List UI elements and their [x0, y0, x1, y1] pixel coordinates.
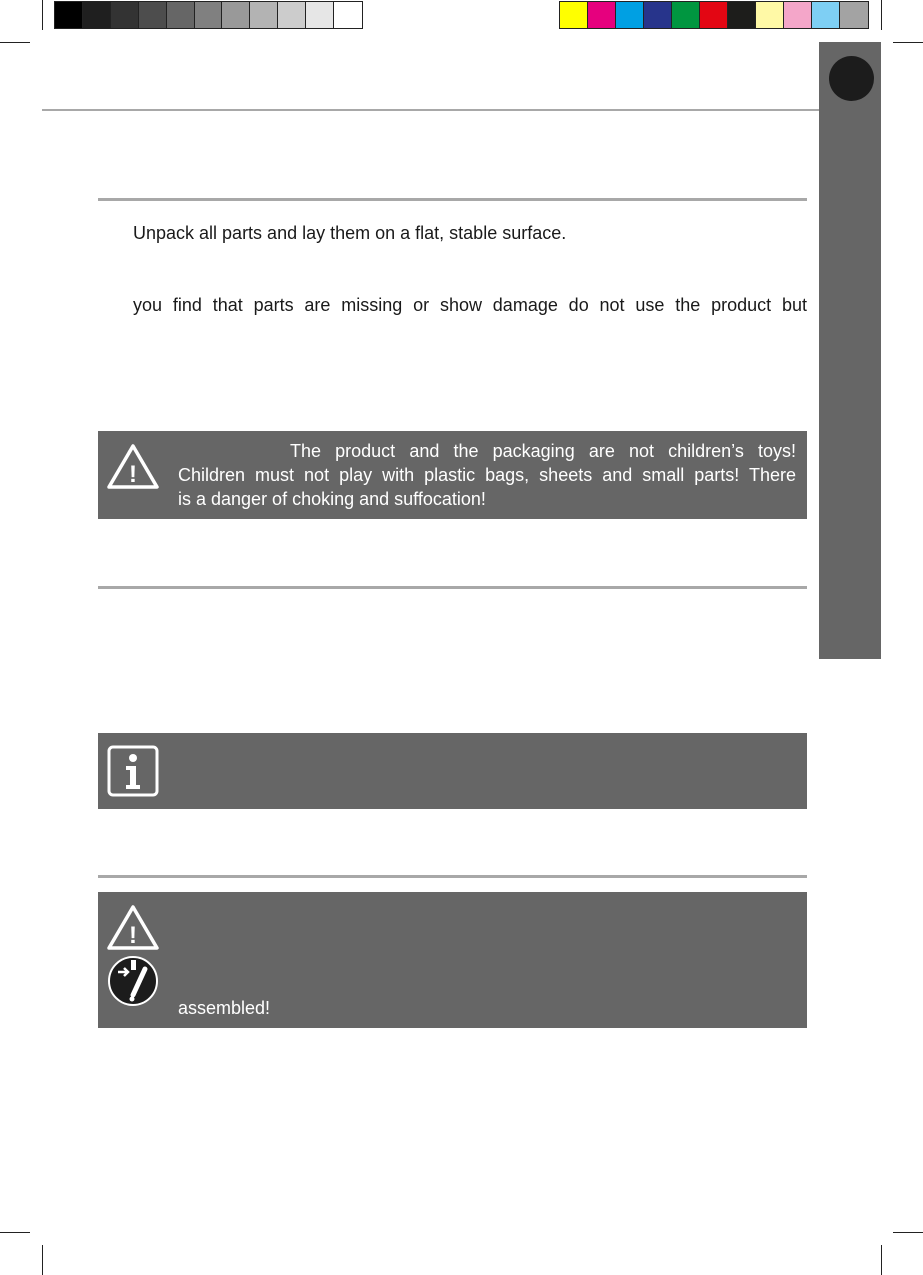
warning-box-assembly-text: assembled! — [178, 998, 271, 1018]
color-calibration-strip — [559, 1, 869, 29]
color-swatch-9 — [784, 2, 812, 28]
warning-box-children — [98, 431, 807, 519]
svg-text:!: ! — [129, 461, 137, 488]
warning-box-assembly — [98, 892, 807, 1028]
crop-mark-top-left-v — [42, 0, 43, 30]
warning-triangle-icon — [106, 442, 160, 490]
header-rule — [42, 109, 820, 111]
grey-swatch-4 — [139, 2, 167, 28]
section-rule-1 — [98, 198, 807, 201]
grey-swatch-6 — [195, 2, 223, 28]
color-swatch-4 — [644, 2, 672, 28]
info-icon — [107, 745, 159, 797]
svg-text:!: ! — [129, 922, 137, 949]
warning-box-children-text — [178, 439, 796, 511]
color-swatch-6 — [700, 2, 728, 28]
section-rule-3 — [98, 875, 807, 878]
grey-swatch-2 — [83, 2, 111, 28]
grey-swatch-3 — [111, 2, 139, 28]
color-swatch-2 — [588, 2, 616, 28]
section-rule-2 — [98, 586, 807, 589]
color-swatch-10 — [812, 2, 840, 28]
grey-calibration-strip — [54, 1, 363, 29]
warning-line-1: The product and the packaging are not children’s toys! — [290, 441, 796, 461]
crop-mark-top-left-h — [0, 42, 30, 43]
color-swatch-7 — [728, 2, 756, 28]
warning-triangle-icon — [106, 903, 160, 951]
grey-swatch-1 — [55, 2, 83, 28]
side-tab-dot — [829, 56, 874, 101]
grey-swatch-9 — [278, 2, 306, 28]
side-tab — [819, 42, 881, 659]
color-swatch-11 — [840, 2, 868, 28]
grey-swatch-11 — [334, 2, 362, 28]
disconnect-plug-icon — [107, 955, 159, 1007]
grey-swatch-10 — [306, 2, 334, 28]
info-box — [98, 733, 807, 809]
grey-swatch-5 — [167, 2, 195, 28]
grey-swatch-7 — [222, 2, 250, 28]
color-swatch-1 — [560, 2, 588, 28]
crop-mark-top-right-h — [893, 42, 923, 43]
missing-parts-line: you find that parts are missing or show damage do not use the product but — [133, 295, 807, 315]
warning-line-2: Children must not play with plastic bags, sheets and small parts! There — [178, 465, 796, 485]
crop-mark-bottom-right-h — [893, 1232, 923, 1233]
crop-mark-bottom-left-h — [0, 1232, 30, 1233]
warning-line-3: is a danger of choking and suffocation! — [178, 489, 486, 509]
color-swatch-5 — [672, 2, 700, 28]
crop-mark-top-right-v — [881, 0, 882, 30]
crop-mark-bottom-right-v — [881, 1245, 882, 1275]
grey-swatch-8 — [250, 2, 278, 28]
unpack-line: Unpack all parts and lay them on a flat, stable surface. — [133, 223, 567, 243]
crop-mark-bottom-left-v — [42, 1245, 43, 1275]
color-swatch-3 — [616, 2, 644, 28]
color-swatch-8 — [756, 2, 784, 28]
